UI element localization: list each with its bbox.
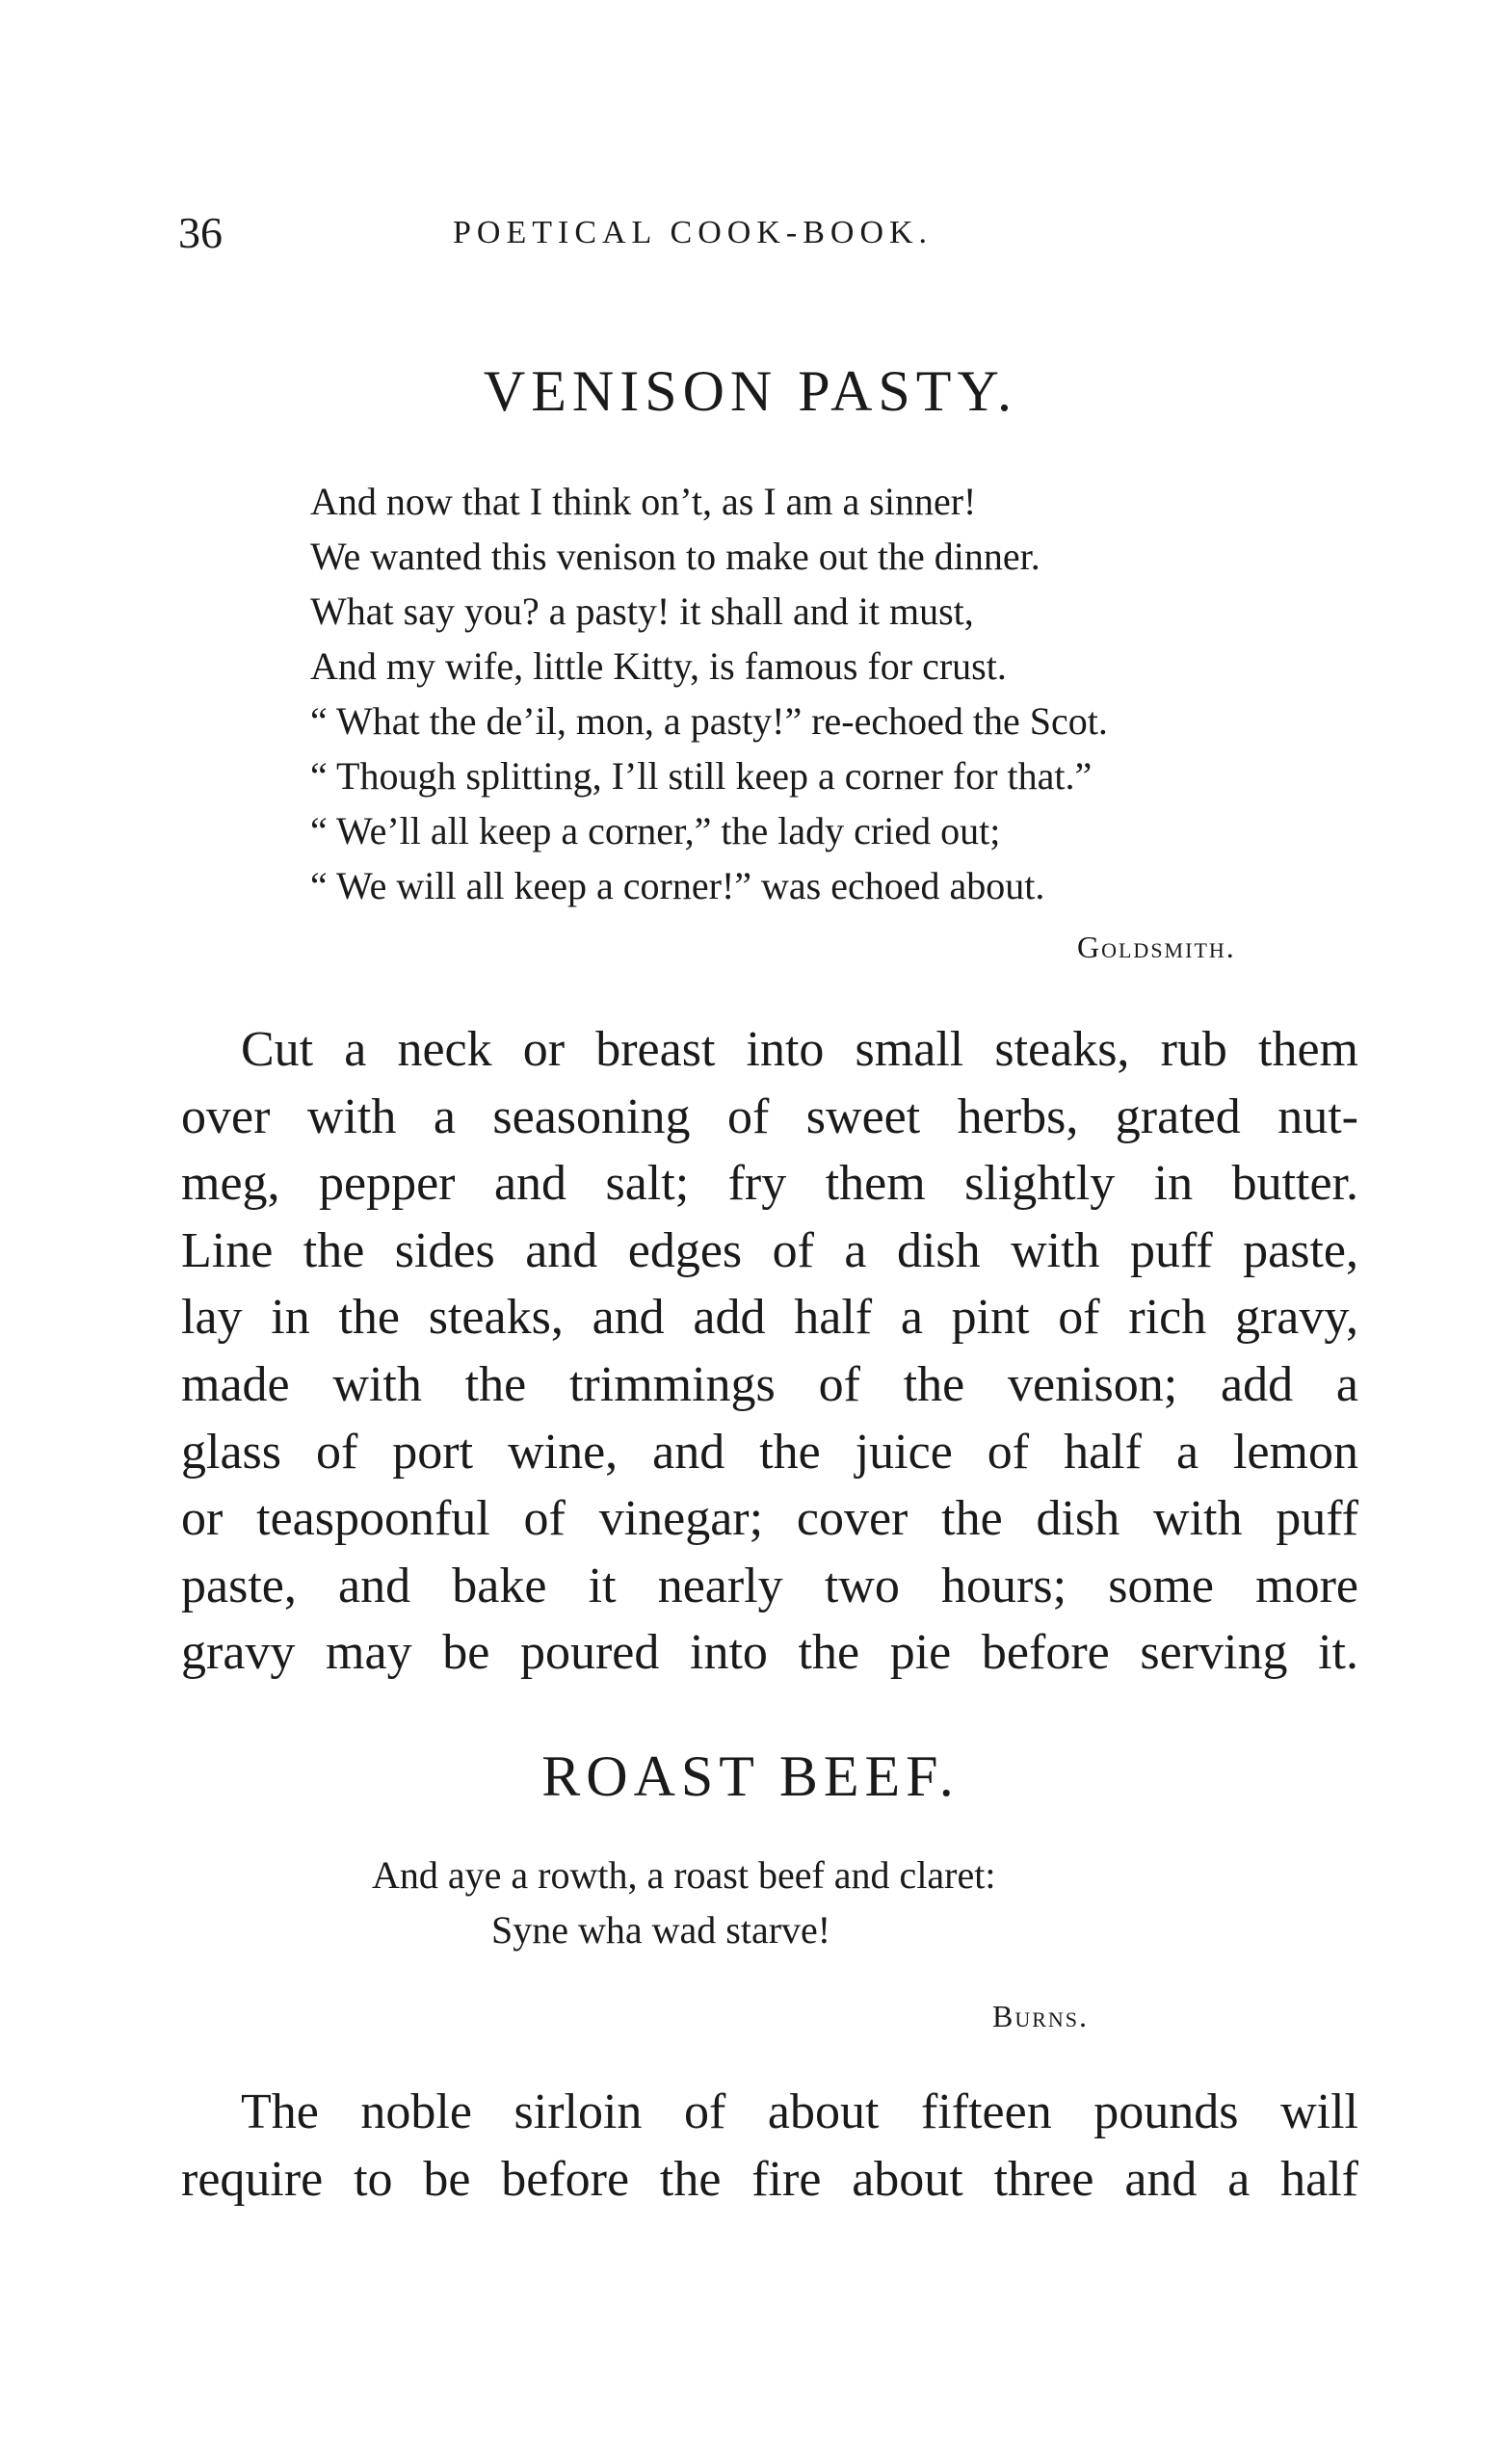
verse-line: Syne wha wad starve! <box>491 1908 831 1952</box>
paragraph-line: Cut a neck or breast into small steaks, rub them <box>241 1022 1358 1077</box>
verse-line: What say you? a pasty! it shall and it must, <box>310 590 974 633</box>
paragraph-roast-beef <box>181 2079 1358 2213</box>
attribution-goldsmith: Goldsmith. <box>1077 930 1236 964</box>
verse-line: And my wife, little Kitty, is famous for crust. <box>310 644 1007 688</box>
paragraph-line: require to be before the fire about three and a half <box>181 2151 1358 2207</box>
verse-venison <box>310 474 1108 913</box>
page-header <box>178 207 1358 265</box>
paragraph-line: paste, and bake it nearly two hours; some more <box>181 1558 1358 1613</box>
verse-line: And now that I think on’t, as I am a sinner! <box>310 480 977 523</box>
paragraph-venison-recipe <box>181 1016 1358 1687</box>
running-title: POETICAL COOK-BOOK. <box>453 215 934 250</box>
paragraph-line: lay in the steaks, and add half a pint of rich gravy, <box>181 1290 1358 1346</box>
attribution-burns: Burns. <box>992 1999 1090 2033</box>
verse-roast-beef <box>372 1848 995 1957</box>
paragraph-line: The noble sirloin of about fifteen pounds will <box>241 2084 1358 2139</box>
paragraph-line: over with a seasoning of sweet herbs, grated nut- <box>181 1088 1358 1144</box>
verse-line: “ We’ll all keep a corner,” the lady cried out; <box>310 809 1001 852</box>
verse-line: “ What the de’il, mon, a pasty!” re-echoed the Scot. <box>310 699 1108 743</box>
paragraph-line: or teaspoonful of vinegar; cover the dish with puff <box>181 1491 1358 1547</box>
section-title-roast-beef: ROAST BEEF. <box>541 1744 960 1808</box>
verse-line: And aye a rowth, a roast beef and claret: <box>372 1853 996 1897</box>
paragraph-line: made with the trimmings of the venison; add a <box>181 1356 1358 1412</box>
verse-line: We wanted this venison to make out the dinner. <box>310 535 1040 578</box>
section-title-venison-pasty: VENISON PASTY. <box>483 359 1018 423</box>
page-number: 36 <box>178 208 223 257</box>
paragraph-line: Line the sides and edges of a dish with puff paste, <box>181 1222 1358 1278</box>
paragraph-line: meg, pepper and salt; fry them slightly in butter. <box>181 1156 1358 1212</box>
verse-line: “ We will all keep a corner!” was echoed about. <box>310 864 1045 907</box>
verse-line: “ Though splitting, I’ll still keep a corner for that.” <box>310 754 1093 798</box>
paragraph-line: gravy may be poured into the pie before serving it. <box>181 1625 1358 1681</box>
paragraph-line: glass of port wine, and the juice of half a lemon <box>181 1424 1358 1480</box>
